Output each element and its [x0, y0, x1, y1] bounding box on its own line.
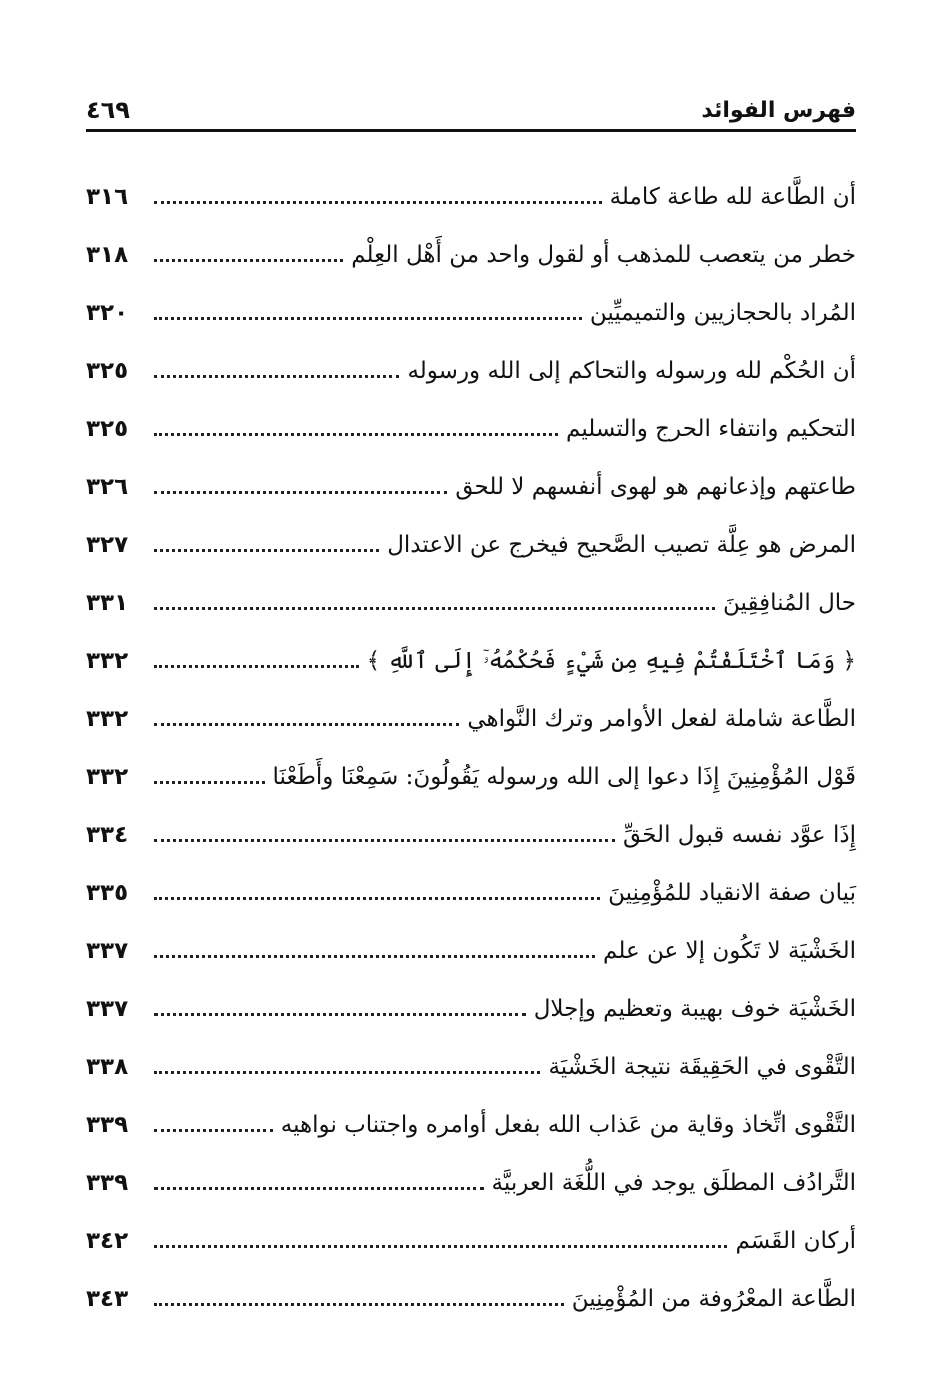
dot-leader [154, 375, 399, 378]
index-entry [86, 226, 856, 284]
entry-title: طاعتهم وإذعانهم هو لهوى أنفسهم لا للحق [455, 474, 856, 500]
index-entry [86, 342, 856, 400]
entry-page-number: ٣٤٢ [86, 1228, 129, 1254]
entry-title: الطَّاعة المعْرُوفة من المُؤْمِنِينَ [571, 1286, 856, 1312]
index-entry [86, 748, 856, 806]
entry-title: خطر من يتعصب للمذهب أو لقول واحد من أَهْل العِلْم [351, 242, 856, 268]
entry-page-number: ٣٢٧ [86, 532, 129, 558]
entry-page-number: ٣٣٨ [86, 1054, 129, 1080]
dot-leader [154, 201, 602, 204]
entry-page-number: ٣٢٥ [86, 358, 129, 384]
entry-page-number: ٣٣٢ [86, 648, 129, 674]
index-entry [86, 806, 856, 864]
running-head [86, 88, 856, 132]
dot-leader [154, 955, 595, 958]
entry-page-number: ٣٣٩ [86, 1170, 129, 1196]
dot-leader [154, 1013, 526, 1016]
entry-title: قَوْل المُؤْمِنِينَ إِذَا دعوا إلى الله ورسوله يَقُولُونَ: سَمِعْنَا وأَطَعْنَا [272, 764, 856, 790]
entry-title: المرض هو عِلَّة تصيب الصَّحيح فيخرج عن الاعتدال [387, 532, 856, 558]
index-entry [86, 168, 856, 226]
entry-title: ﴿ وَمَا ٱخْتَلَفْتُمْ فِيهِ مِن شَيْءٍ فَحُكْمُهُۥٓ إِلَى ٱللَّهِ ﴾ [366, 648, 856, 674]
entry-title: الخَشْيَة خوف بهيبة وتعظيم وإجلال [533, 996, 856, 1022]
index-entry [86, 1038, 856, 1096]
dot-leader [154, 1245, 727, 1248]
entry-title: الخَشْيَة لا تَكُون إلا عن علم [603, 938, 856, 964]
entry-title: المُراد بالحجازيين والتميميِّين [589, 300, 856, 326]
entry-title: التحكيم وانتفاء الحرج والتسليم [566, 416, 856, 442]
entry-page-number: ٣١٦ [86, 184, 129, 210]
index-entry [86, 458, 856, 516]
dot-leader [154, 1303, 564, 1306]
index-entry [86, 284, 856, 342]
entry-title: التَّقْوى في الحَقِيقَة نتيجة الخَشْيَة [548, 1054, 856, 1080]
index-entry [86, 516, 856, 574]
entry-page-number: ٣٣٢ [86, 706, 129, 732]
entry-title: بَيان صفة الانقياد للمُؤْمِنِينَ [608, 880, 856, 906]
index-entry [86, 1270, 856, 1328]
index-entry [86, 864, 856, 922]
entry-title: التَّقْوى اتِّخاذ وقاية من عَذاب الله بفعل أوامره واجتناب نواهيه [280, 1112, 856, 1138]
entry-title: أن الطَّاعة لله طاعة كاملة [609, 184, 856, 210]
entry-page-number: ٣٢٦ [86, 474, 129, 500]
dot-leader [154, 491, 447, 494]
index-entry [86, 1212, 856, 1270]
entry-page-number: ٣٤٣ [86, 1286, 129, 1312]
entry-page-number: ٣٣٤ [86, 822, 129, 848]
index-entry [86, 690, 856, 748]
index-entry [86, 632, 856, 690]
entry-page-number: ٣٣١ [86, 590, 129, 616]
index-entry [86, 1154, 856, 1212]
entry-title: إِذَا عوَّد نفسه قبول الحَقِّ [623, 822, 856, 848]
entry-page-number: ٣٢٥ [86, 416, 129, 442]
entry-title: أركان القَسَم [735, 1228, 856, 1254]
index-entry [86, 400, 856, 458]
section-title: فهرس الفوائد [701, 97, 856, 123]
entry-page-number: ٣٣٥ [86, 880, 129, 906]
entry-page-number: ٣٣٩ [86, 1112, 129, 1138]
dot-leader [154, 607, 715, 610]
entry-page-number: ٣٣٢ [86, 764, 129, 790]
dot-leader [154, 839, 615, 842]
entry-page-number: ٣١٨ [86, 242, 129, 268]
dot-leader [154, 1071, 540, 1074]
dot-leader [154, 259, 343, 262]
index-entry [86, 980, 856, 1038]
dot-leader [154, 317, 582, 320]
dot-leader [154, 549, 379, 552]
entry-title: حال المُنافِقِينَ [723, 590, 856, 616]
dot-leader [154, 665, 359, 668]
entry-page-number: ٣٣٧ [86, 996, 129, 1022]
entry-title: أن الحُكْم لله ورسوله والتحاكم إلى الله ورسوله [407, 358, 856, 384]
page-number: ٤٦٩ [86, 96, 130, 124]
entry-title: التَّرادُف المطلَق يوجد في اللُّغَة العربيَّة [491, 1170, 856, 1196]
index-entry [86, 1096, 856, 1154]
entry-page-number: ٣٣٧ [86, 938, 129, 964]
entry-page-number: ٣٢٠ [86, 300, 129, 326]
dot-leader [154, 433, 558, 436]
header-rule [86, 129, 856, 132]
dot-leader [154, 723, 459, 726]
dot-leader [154, 1129, 273, 1132]
entry-title: الطَّاعة شاملة لفعل الأوامر وترك النَّواهي [467, 706, 856, 732]
index-entry [86, 574, 856, 632]
index-entry [86, 922, 856, 980]
dot-leader [154, 781, 265, 784]
index-list [86, 168, 856, 1328]
dot-leader [154, 1187, 484, 1190]
dot-leader [154, 897, 600, 900]
